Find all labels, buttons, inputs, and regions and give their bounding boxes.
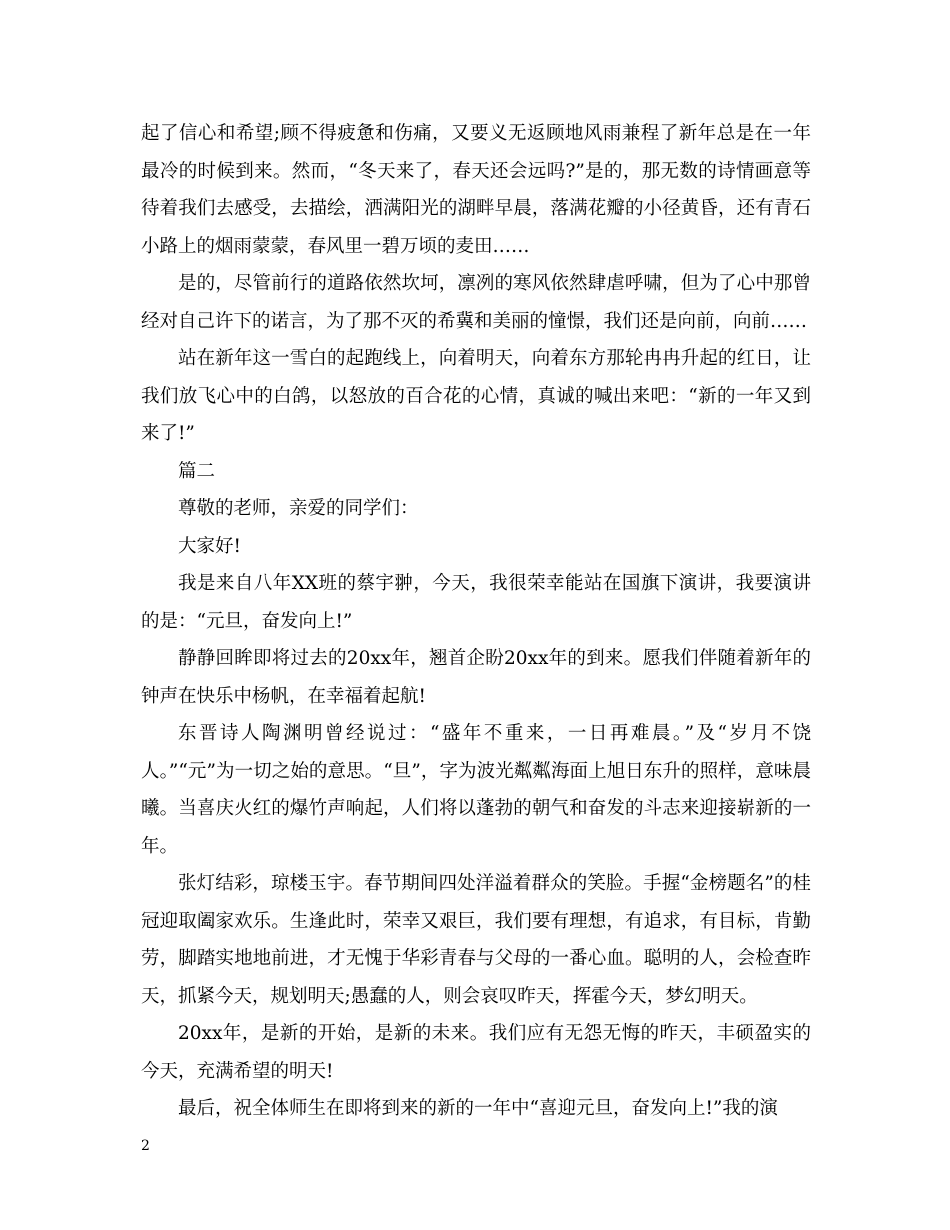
page-number: 2 (141, 1138, 150, 1154)
paragraph-3: 站在新年这一雪白的起跑线上，向着明天，向着东方那轮冉冉升起的红日，让我们放飞心中的白鸽，以怒放的百合花的心情，真诚的喊出来吧：“新的一年又到来了!” (141, 348, 811, 444)
paragraph-introduction: 我是来自八年XX班的蔡宇翀，今天，我很荣幸能站在国旗下演讲，我要演讲的是：“元旦，奋发向上!” (141, 573, 811, 632)
salutation: 尊敬的老师，亲爱的同学们： (178, 498, 419, 519)
paragraph-quote: 东晋诗人陶渊明曾经说过：“盛年不重来，一日再难晨。”及“岁月不饶人。”“元”为一切之始的意思。“旦”，字为波光粼粼海面上旭日东升的照样，意味晨曦。当喜庆火红的爆竹声响起，人们将以蓬勃的朝气和奋发的斗志来迎接崭新的一年。 (141, 723, 811, 857)
paragraph-festival: 张灯结彩，琼楼玉宇。春节期间四处洋溢着群众的笑脸。手握“金榜题名”的桂冠迎取阖家欢乐。生逢此时，荣幸又艰巨，我们要有理想，有追求，有目标，肯勤劳，脚踏实地地前进，才无愧于华彩青春与父母的一番心血。聪明的人，会检查昨天，抓紧今天，规划明天;愚蠢的人，则会哀叹昨天，挥霍今天，梦幻明天。 (141, 873, 811, 1007)
paragraph-1: 起了信心和希望;顾不得疲惫和伤痛，又要义无返顾地风雨兼程了新年总是在一年最冷的时候到来。然而，“冬天来了，春天还会远吗?”是的，那无数的诗情画意等待着我们去感受，去描绘，洒满阳光的湖畔早晨，落满花瓣的小径黄昏，还有青石小路上的烟雨蒙蒙，春风里一碧万顷的麦田…… (141, 123, 811, 257)
paragraph-new-year: 静静回眸即将过去的20xx年，翘首企盼20xx年的到来。愿我们伴随着新年的钟声在快乐中杨帆，在幸福着起航! (141, 648, 811, 707)
paragraph-2: 是的，尽管前行的道路依然坎坷，凛冽的寒风依然肆虐呼啸，但为了心中那曾经对自己许下的诺言，为了那不灭的希冀和美丽的憧憬，我们还是向前，向前…… (141, 273, 811, 332)
paragraph-closing: 最后，祝全体师生在即将到来的新的一年中“喜迎元旦，奋发向上!”我的演 (178, 1098, 778, 1119)
section-heading: 篇二 (178, 460, 216, 482)
paragraph-future: 20xx年，是新的开始，是新的未来。我们应有无怨无悔的昨天，丰硕盈实的今天，充满希望的明天! (141, 1023, 811, 1082)
greeting: 大家好! (178, 535, 241, 557)
document-body (141, 115, 811, 1128)
